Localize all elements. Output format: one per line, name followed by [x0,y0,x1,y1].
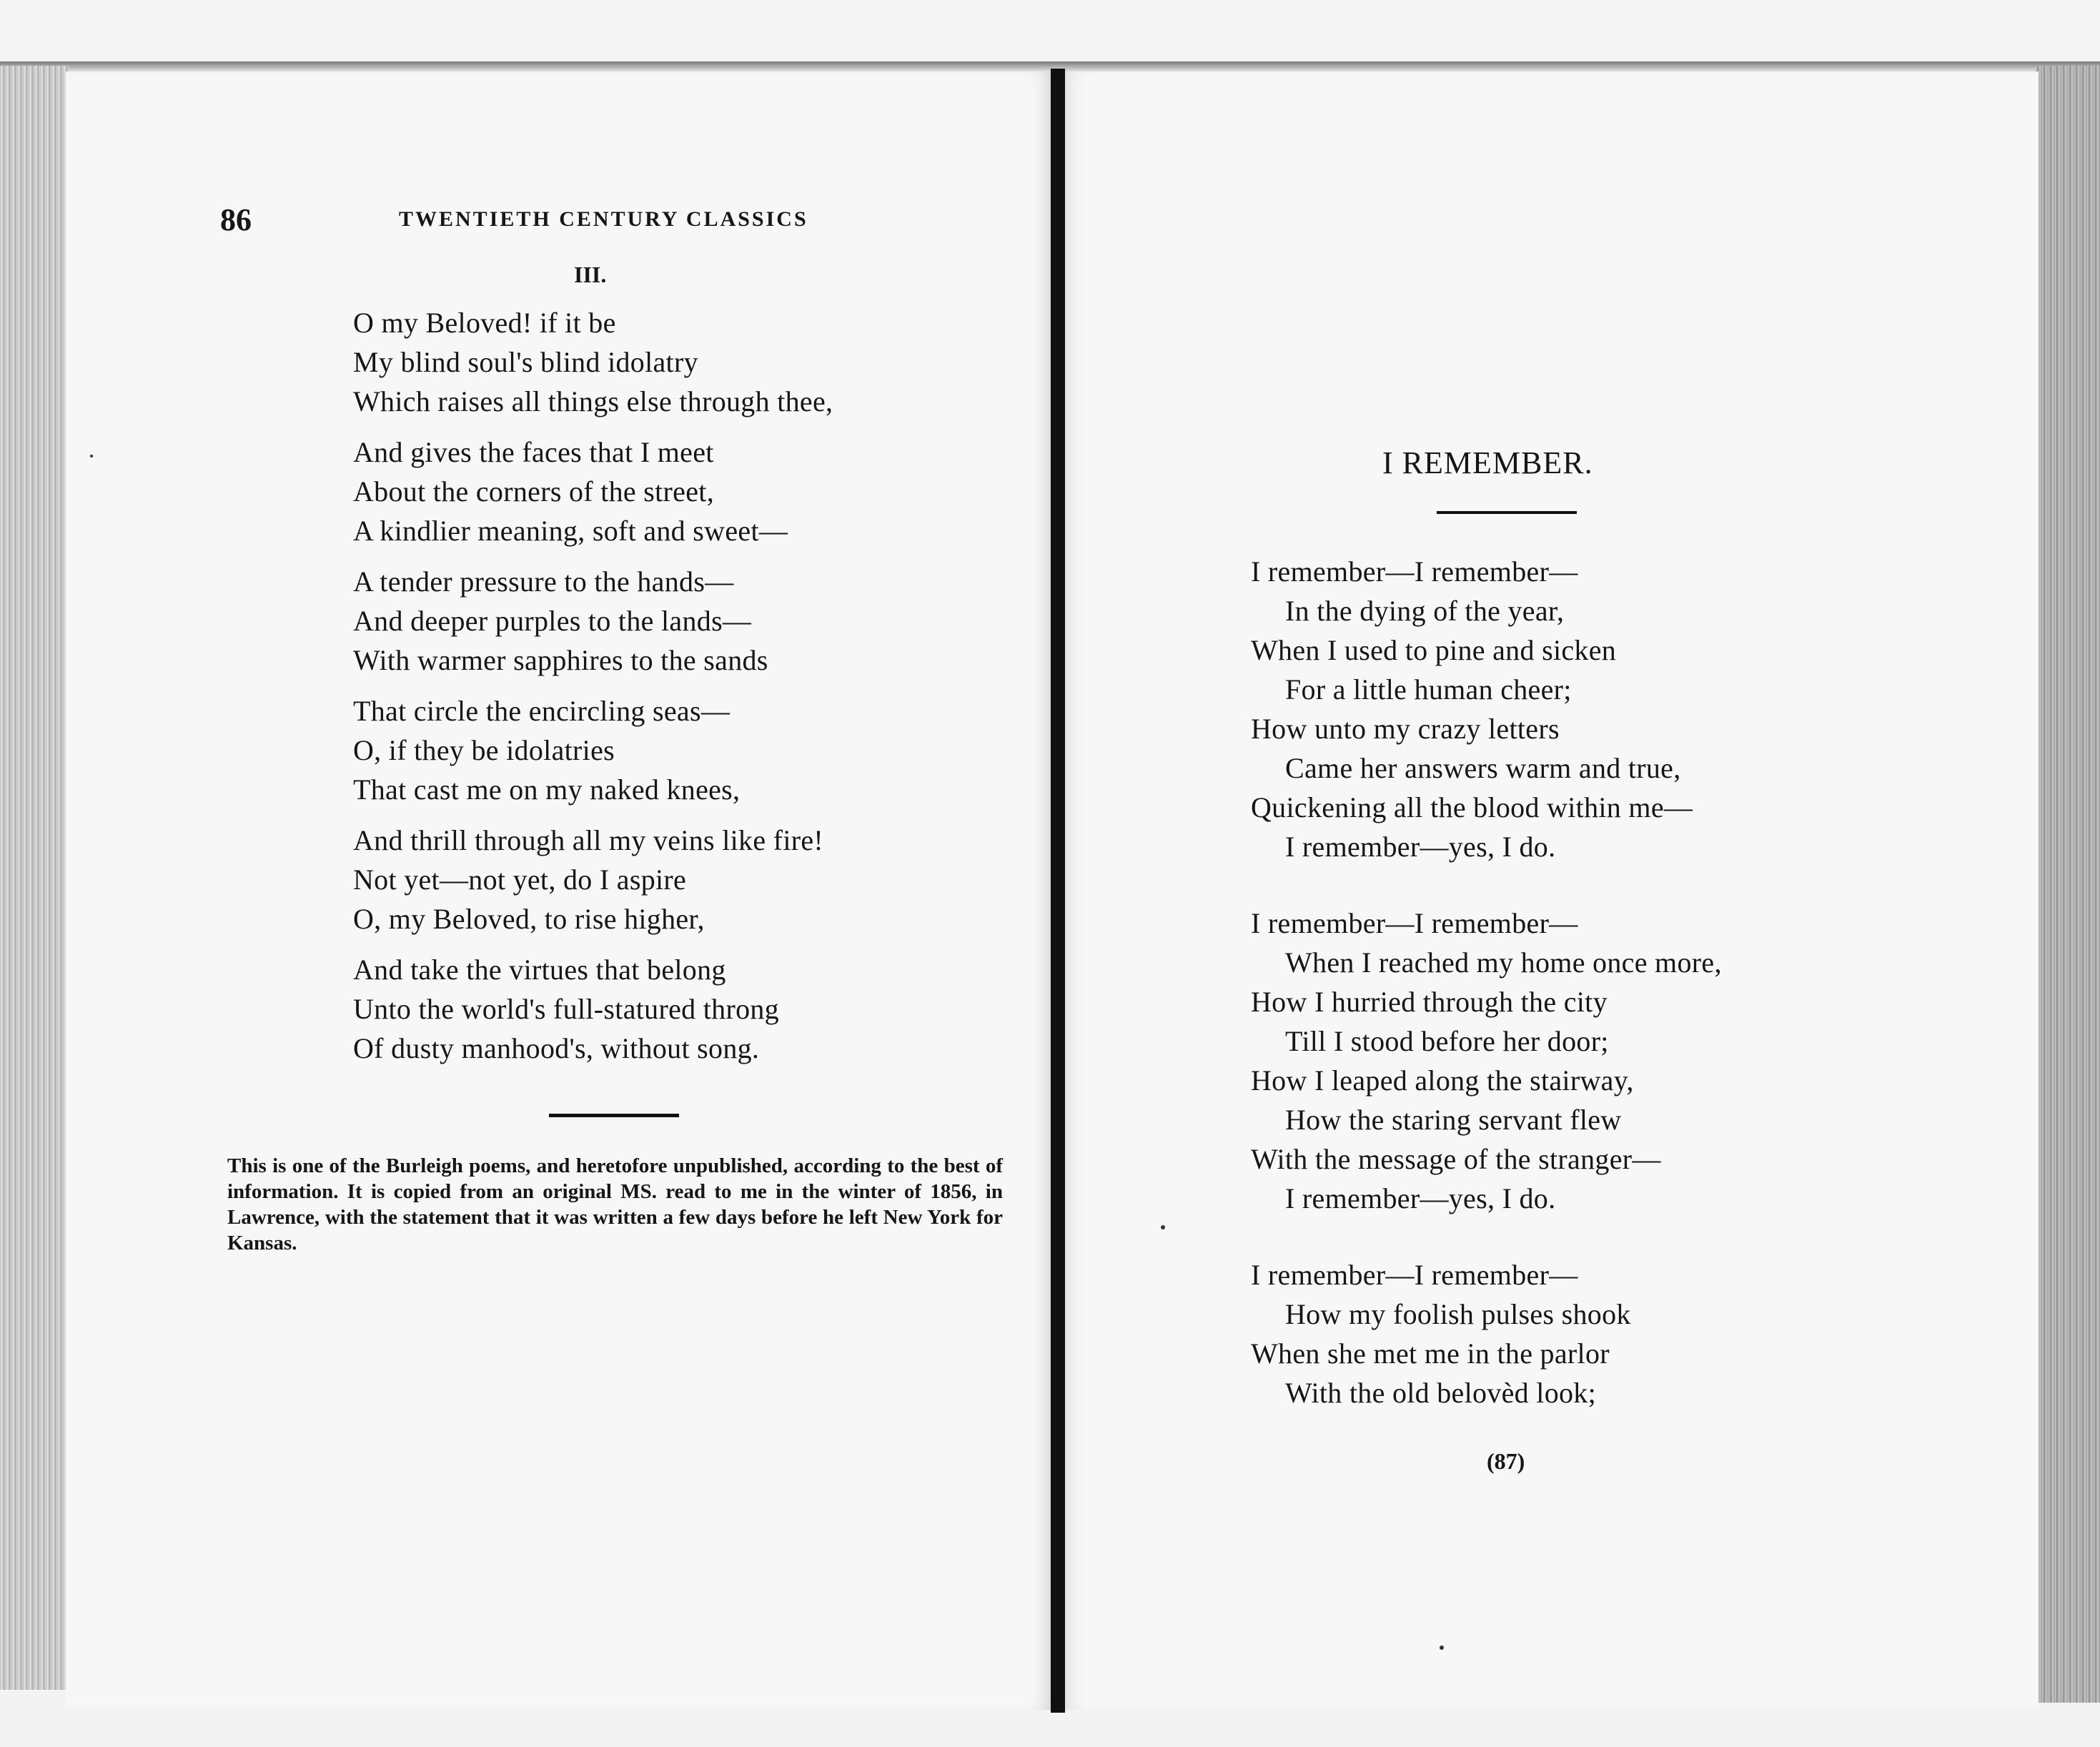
poem-line: O my Beloved! if it be [353,307,616,339]
stanza [353,950,996,1068]
poem-line: How unto my crazy letters [1251,713,1560,745]
poem-line: How the staring servant flew [1285,1104,1622,1136]
stanza [1251,1255,2009,1412]
stanza [353,303,996,421]
poem-line: O, if they be idolatries [353,734,615,766]
stanza [353,821,996,939]
book-gutter [1051,69,1065,1713]
running-head: TWENTIETH CENTURY CLASSICS [399,207,808,231]
poem-line: How I hurried through the city [1251,986,1608,1018]
poem-line: With the old belovèd look; [1285,1377,1597,1409]
title-rule [1437,511,1577,514]
poem-line: I remember—I remember— [1251,1259,1578,1291]
poem-line: Which raises all things else through thee, [353,385,833,417]
poem-line: Till I stood before her door; [1285,1025,1609,1057]
scan-speck [1440,1645,1444,1650]
right-poem [1251,552,2009,1450]
poem-line: About the corners of the street, [353,475,714,508]
scan-speck [90,455,93,457]
left-page-number: 86 [220,202,252,237]
poem-line: When I used to pine and sicken [1251,634,1617,666]
divider-rule [549,1114,679,1117]
poem-line: Unto the world's full-statured throng [353,993,779,1025]
stanza [353,691,996,809]
stanza [353,562,996,680]
poem-line: That cast me on my naked knees, [353,773,741,806]
scan-speck [1161,1225,1165,1229]
left-poem [353,303,996,1079]
right-page-number: (87) [1487,1448,1525,1474]
poem-line: And thrill through all my veins like fire! [353,824,824,856]
right-page-edges [2036,66,2100,1703]
poem-line: I remember—yes, I do. [1285,1182,1556,1214]
poem-line: A tender pressure to the hands— [353,565,734,598]
poem-line: Quickening all the blood within me— [1251,791,1693,823]
poem-line: My blind soul's blind idolatry [353,346,698,378]
footnote: This is one of the Burleigh poems, and heretofore unpublished, according to the best of information. It is copied from an original MS. read to me in the winter of 1856, in Lawrence, with the statement that it was written a few days before he left New York for Kansas. [227,1154,1003,1254]
poem-line: With warmer sapphires to the sands [353,644,768,676]
poem-line: I remember—I remember— [1251,907,1578,939]
stanza [353,432,996,550]
poem-line: And take the virtues that belong [353,954,726,986]
poem-line: How my foolish pulses shook [1285,1298,1631,1330]
poem-line: When I reached my home once more, [1285,946,1722,979]
poem-line: Of dusty manhood's, without song. [353,1032,760,1064]
poem-line: When she met me in the parlor [1251,1337,1610,1370]
poem-line: Not yet—not yet, do I aspire [353,863,687,896]
poem-line: How I leaped along the stairway, [1251,1064,1634,1097]
poem-line: I remember—yes, I do. [1285,831,1556,863]
stanza [1251,552,2009,866]
poem-line: I remember—I remember— [1251,555,1578,588]
poem-line: A kindlier meaning, soft and sweet— [353,515,788,547]
poem-line: That circle the encircling seas— [353,695,730,727]
stanza [1251,904,2009,1218]
poem-line: For a little human cheer; [1285,673,1572,706]
left-page-edges [0,66,69,1690]
poem-line: O, my Beloved, to rise higher, [353,903,705,935]
poem-line: And gives the faces that I meet [353,436,714,468]
poem-line: And deeper purples to the lands— [353,605,752,637]
poem-title: I REMEMBER. [1382,445,1593,480]
poem-line: With the message of the stranger— [1251,1143,1661,1175]
poem-line: In the dying of the year, [1285,595,1565,627]
section-number: III. [574,262,607,287]
poem-line: Came her answers warm and true, [1285,752,1681,784]
